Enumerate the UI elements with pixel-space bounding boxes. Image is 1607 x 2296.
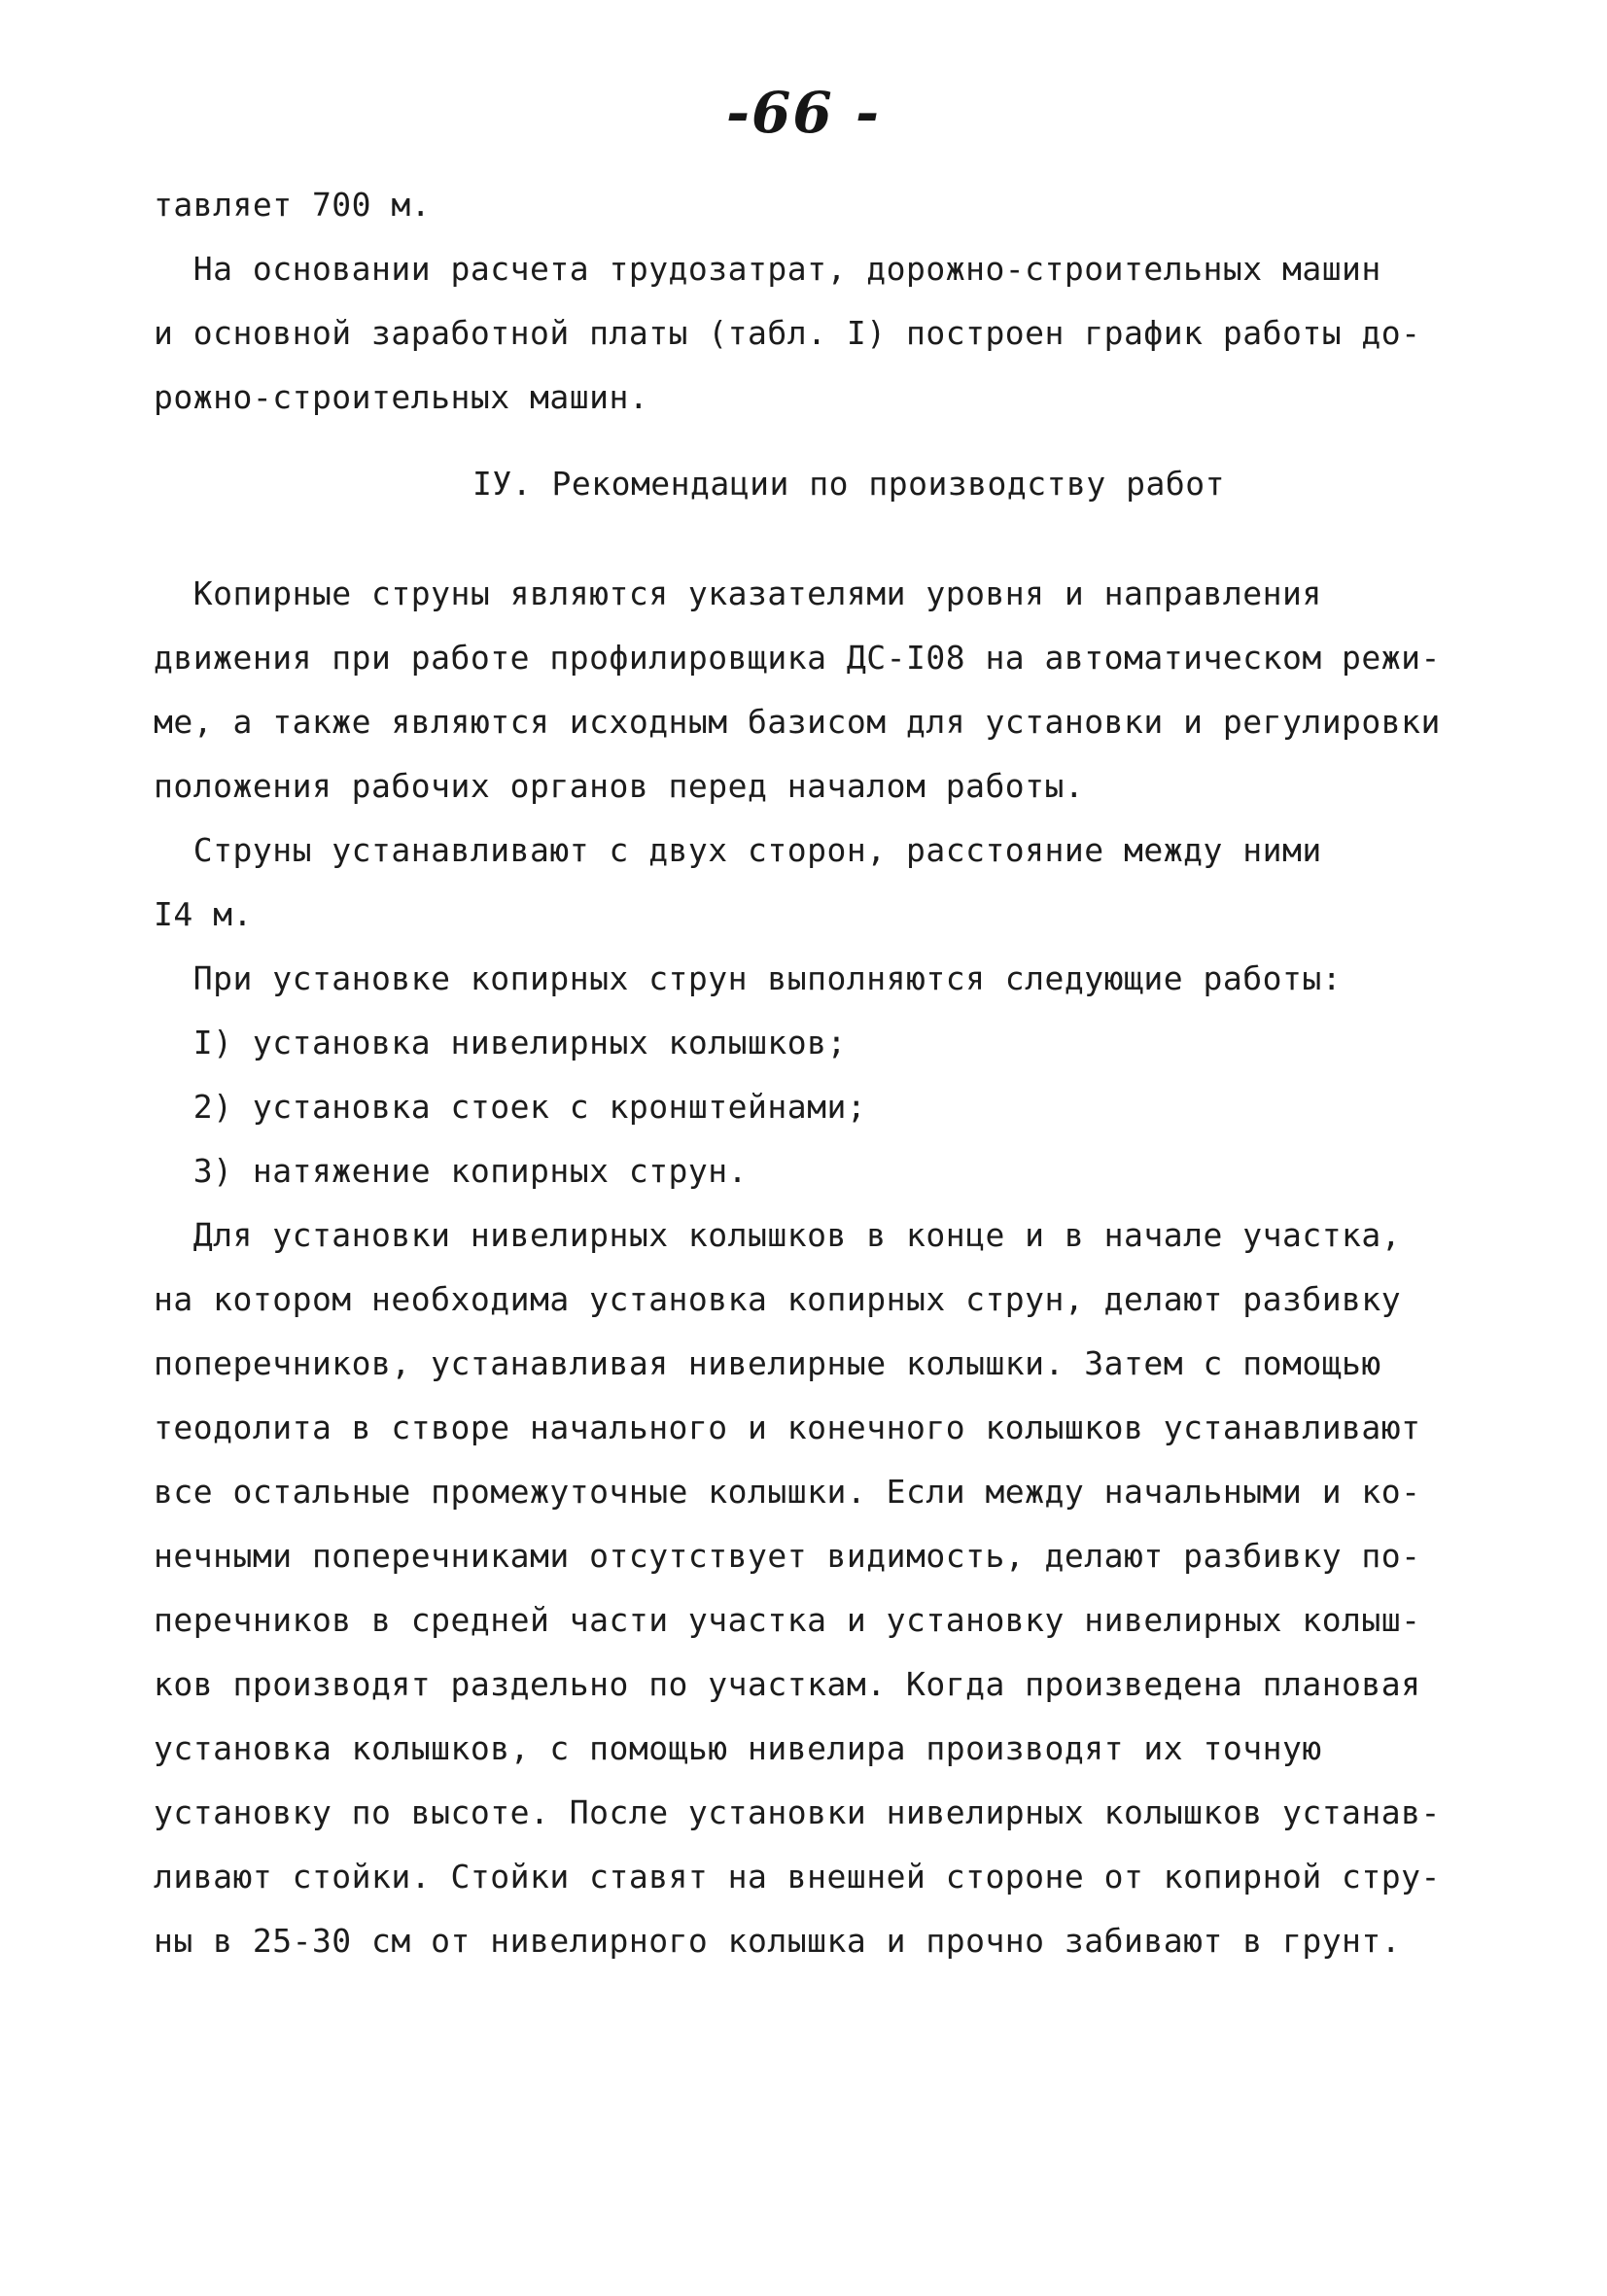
text-line: При установке копирных струн выполняются следующие работы: (154, 959, 1343, 997)
text-line: положения рабочих органов перед началом работы. (154, 767, 1085, 805)
text-line: движения при работе профилировщика ДС-I08 на автоматическом режи- (154, 639, 1441, 677)
list-item: 3) натяжение копирных струн. (154, 1152, 749, 1190)
text-line: установка колышков, с помощью нивелира производят их точную (154, 1729, 1322, 1767)
text-line: и основной заработной платы (табл. I) построен график работы до- (154, 314, 1421, 352)
text-line: ме, а также являются исходным базисом для установки и регулировки (154, 703, 1441, 741)
text-line: Копирные струны являются указателями уровня и направления (154, 574, 1322, 612)
text-line: ков производят раздельно по участкам. Когда произведена плановая (154, 1665, 1421, 1703)
section-heading: IУ. Рекомендации по производству работ (472, 465, 1225, 503)
text-line: установку по высоте. После установки нивелирных колышков устанав- (154, 1793, 1441, 1831)
text-line: Для установки нивелирных колышков в конце и в начале участка, (154, 1216, 1402, 1254)
text-line: нечными поперечниками отсутствует видимость, делают разбивку по- (154, 1537, 1421, 1575)
text-line: все остальные промежуточные колышки. Если между начальными и ко- (154, 1473, 1421, 1511)
text-line: рожно-строительных машин. (154, 378, 649, 416)
text-line: Струны устанавливают с двух сторон, расстояние между ними (154, 831, 1322, 869)
text-line: на котором необходима установка копирных струн, делают разбивку (154, 1280, 1402, 1318)
text-line: I4 м. (154, 895, 253, 933)
text-line: поперечников, устанавливая нивелирные колышки. Затем с помощью (154, 1344, 1381, 1382)
text-line: тавляет 700 м. (154, 186, 432, 224)
intro-paragraph (154, 173, 1456, 430)
text-line: ны в 25-30 см от нивелирного колышка и прочно забивают в грунт. (154, 1922, 1402, 1960)
text-line: ливают стойки. Стойки ставят на внешней стороне от копирной стру- (154, 1858, 1441, 1896)
list-item: 2) установка стоек с кронштейнами; (154, 1088, 867, 1126)
text-line: На основании расчета трудозатрат, дорожно-строительных машин (154, 250, 1381, 288)
recommendations-body (154, 562, 1456, 1973)
text-line: перечников в средней части участка и установку нивелирных колыш- (154, 1601, 1421, 1639)
list-item: I) установка нивелирных колышков; (154, 1024, 847, 1061)
page-number: -66 - (725, 80, 882, 146)
text-line: теодолита в створе начального и конечного колышков устанавливают (154, 1409, 1421, 1446)
